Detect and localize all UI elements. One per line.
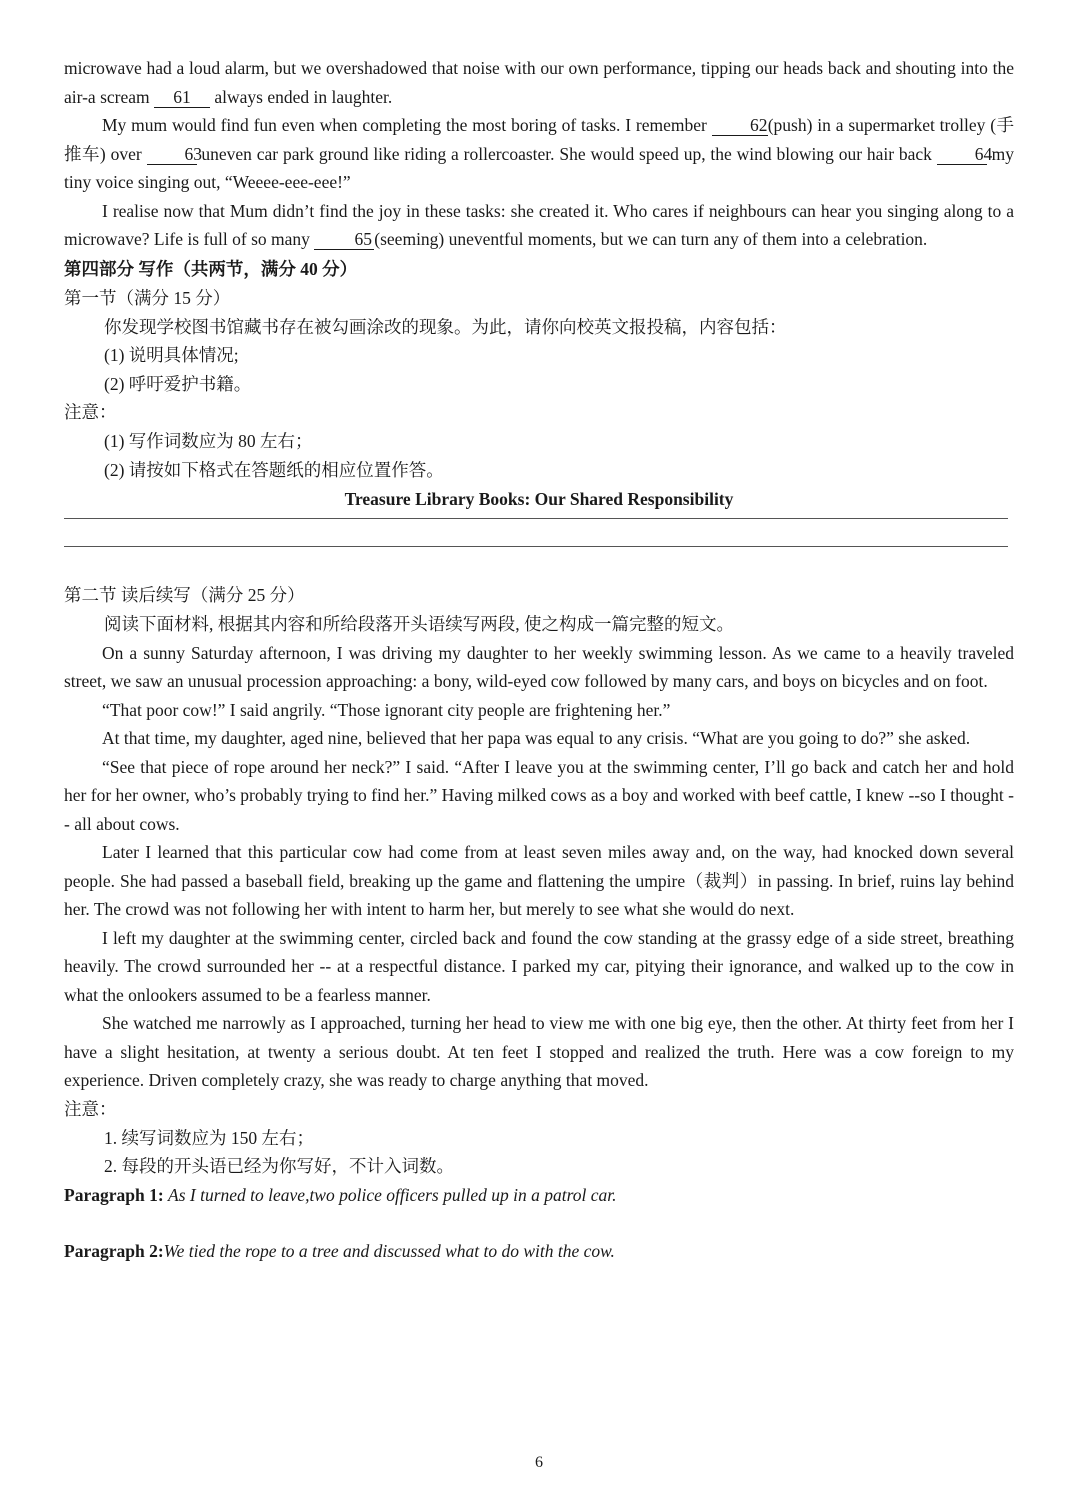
blank-63: 63 [147,144,197,165]
section1-heading: 第一节（满分 15 分） [64,287,231,308]
story-paragraph: She watched me narrowly as I approached, turning her head to view me with one big eye, then the other. At thirty feet from her I have a slight hesitation, at twenty a serious doubt. At ten feet I stopped and realized the truth. Here was a cow foreign to my experience. Driven completely crazy, she was ready to charge anything that moved. [64,1013,1014,1090]
section1-task: 你发现学校图书馆藏书存在被勾画涂改的现象。为此，请你向校英文报投稿，内容包括： [104,316,787,337]
story-paragraph: On a sunny Saturday afternoon, I was driving my daughter to her weekly swimming lesson. As we came to a heavily traveled street, we saw an unusual procession approaching: a bony, wild-eyed cow followed by many cars, and boys on bicycles and on foot. [64,642,1014,691]
section1-note-label: 注意： [64,402,117,422]
passage-paragraph: My mum would find fun even when completing the most boring of tasks. I remember 62(push) in a supermarket trolley (手推车) over 63 uneven car park ground like riding a rollercoaster. She would speed up, the wind blowing our hair back 64 my tiny voice singing out, “Weeee-eee-eee!” [64,115,1014,192]
blank-62: 62 [712,115,768,136]
story-paragraph: “See that piece of rope around her neck?” I said. “After I leave you at the swimming center, I’ll go back and catch her and hold her for her owner, who’s probably trying to find her.” Having milked cows as a boy and worked with beef cattle, I knew --so I thought -- all about cows. [64,756,1014,834]
blank-61: 61 [154,87,210,108]
section1-note: (2) 请按如下格式在答题纸的相应位置作答。 [104,459,444,480]
story-paragraph: At that time, my daughter, aged nine, believed that her papa was equal to any crisis. “What are you going to do?” she asked. [102,728,971,748]
section2-note: 1. 续写词数应为 150 左右； [104,1127,314,1148]
exam-page [64,54,1014,1266]
part4-heading: 第四部分 写作（共两节，满分 40 分） [64,258,358,279]
essay-title: Treasure Library Books: Our Shared Responsibility [344,489,734,509]
page-number: 6 [535,1454,543,1471]
blank-65: 65 [314,229,374,250]
blank-64: 64 [937,144,987,165]
story-paragraph: Later I learned that this particular cow had come from at least seven miles away and, on the way, had knocked down several people. She had passed a baseball field, breaking up the game and flattening the umpire（裁判）in passing. In brief, ruins lay behind her. The crowd was not following her with intent to harm her, but merely to see what she would do next. [64,842,1014,919]
paragraph1-prompt: Paragraph 1: As I turned to leave,two police officers pulled up in a patrol car. [64,1184,617,1205]
section1-note: (1) 写作词数应为 80 左右； [104,431,313,451]
story-paragraph: I left my daughter at the swimming center, circled back and found the cow standing at the grassy edge of a side street, breathing heavily. The crowd surrounded her -- at a respectful distance. I parked my car, pitying their ignorance, and walked up to the cow in what the onlookers assumed to be a fearless manner. [64,927,1014,1005]
story-paragraph: “That poor cow!” I said angrily. “Those ignorant city people are frightening her.” [102,699,671,720]
section2-heading: 第二节 读后续写（满分 25 分） [64,585,305,605]
section1-item: (2) 呼吁爱护书籍。 [104,373,252,394]
section2-task: 阅读下面材料, 根据其内容和所给段落开头语续写两段, 使之构成一篇完整的短文。 [104,614,734,634]
paragraph2-prompt: Paragraph 2:We tied the rope to a tree and discussed what to do with the cow. [64,1241,615,1261]
passage-paragraph: I realise now that Mum didn’t find the joy in these tasks: she created it. Who cares if neighbours can hear you singing along to a microwave? Life is full of so many 65 (seeming) uneventful moments, but we can turn any of them into a celebration. [64,200,1014,249]
section2-note: 2. 每段的开头语已经为你写好，不计入词数。 [104,1156,454,1176]
section1-item: (1) 说明具体情况; [104,345,239,365]
passage-paragraph: microwave had a loud alarm, but we overshadowed that noise with our own performance, tipping our heads back and shouting into the air-a scream 61 always ended in laughter. [64,58,1014,107]
section2-note-label: 注意： [64,1098,117,1119]
